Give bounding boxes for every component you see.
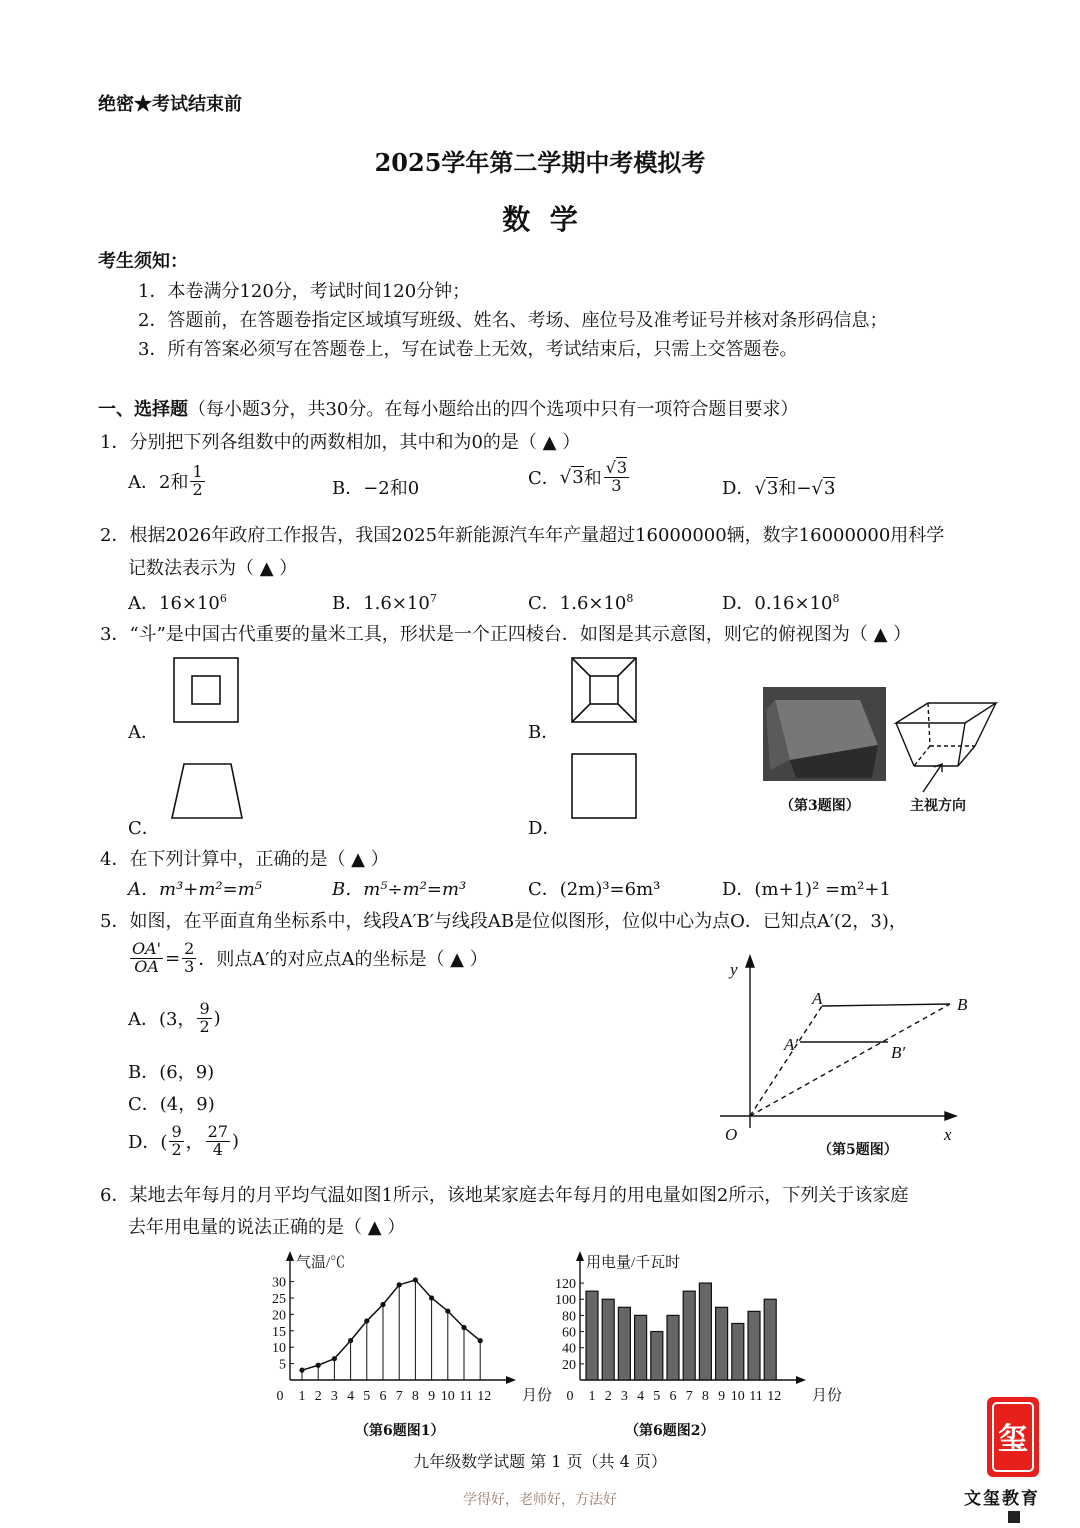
sqrt-icon: √ (605, 458, 616, 477)
x-tick-label: 2 (604, 1389, 612, 1404)
ray-OA (750, 1006, 822, 1116)
q1-d-he: 和− (778, 478, 812, 499)
q6-caption2: （第6题图2） (625, 1423, 715, 1439)
frac-den: 2 (171, 1139, 182, 1159)
bar (602, 1299, 614, 1380)
frac-den: 2 (192, 479, 203, 499)
x-tick-label: 11 (459, 1389, 473, 1404)
q3-option-b: B． (528, 722, 560, 743)
x-tick-label: 9 (718, 1389, 726, 1404)
x-label: x (944, 1125, 952, 1144)
frac-den: 4 (212, 1139, 223, 1159)
notice-heading: 考生须知： (98, 251, 188, 272)
point-A-label: A (812, 989, 823, 1008)
x-tick-label: 8 (411, 1389, 419, 1404)
x-tick-label: 0 (276, 1389, 284, 1404)
notice-item: 2．答题前，在答题卷指定区域填写班级、姓名、考场、座位号及准考证号并核对条形码信息； (138, 310, 888, 331)
data-point (445, 1308, 450, 1313)
x-tick-label: 8 (701, 1389, 709, 1404)
bar (635, 1315, 647, 1380)
ray-OB (750, 1004, 950, 1116)
data-point (397, 1282, 402, 1287)
bar (764, 1299, 776, 1380)
origin-label: O (725, 1125, 738, 1144)
q2-line1: 2．根据2026年政府工作报告，我国2025年新能源汽车年产量超过16000000辆，数字16000000用科学 (100, 525, 945, 546)
q4-option-a: A．m³+m²=m⁵ (128, 879, 263, 900)
q4-option-b: B．m⁵÷m²=m³ (332, 879, 467, 900)
radicand: 3 (616, 458, 628, 477)
brand-name: 文玺教育 (964, 1489, 1040, 1509)
frac-den: 3 (611, 475, 622, 495)
q5-d-close: ) (232, 1130, 240, 1152)
q1-stem: 1．分别把下列各组数中的两数相加，其中和为0的是（ ▲ ） (100, 432, 581, 453)
sqrt-icon: √ (811, 478, 823, 499)
data-point (316, 1363, 321, 1368)
q1-a-label: A．2和 (128, 472, 189, 494)
y-tick-label: 100 (555, 1293, 576, 1309)
subject-title: 数 学 (502, 203, 578, 236)
electricity-bar-chart (545, 1245, 843, 1410)
x-tick-label: 4 (637, 1389, 645, 1404)
point-A1-label: A′ (784, 1035, 799, 1054)
q2-line2: 记数法表示为（ ▲ ） (128, 558, 298, 579)
exponent: 6 (219, 592, 227, 605)
y-tick-label: 80 (562, 1309, 576, 1325)
bar (732, 1323, 744, 1380)
sqrt-icon: √ (754, 478, 766, 499)
exponent: 8 (832, 592, 840, 605)
y-axis-arrow-icon (746, 956, 754, 967)
q1-option-b: B．−2和0 (332, 478, 420, 499)
y-tick-label: 20 (272, 1308, 286, 1324)
bar (586, 1291, 598, 1380)
page-footer: 九年级数学试题 第 1 页（共 4 页） (413, 1452, 667, 1471)
q3-stem: 3．“斗”是中国古代重要的量米工具，形状是一个正四棱台．如图是其示意图，则它的俯视图为（ ▲ ） (100, 624, 912, 645)
square-icon (1008, 1511, 1020, 1523)
frac-den: 3 (184, 956, 195, 976)
y-axis-arrow-icon (286, 1251, 294, 1261)
q1-c-label: C． (528, 468, 560, 490)
q2-d: D．0.16×10 (722, 593, 833, 614)
bar (683, 1291, 695, 1380)
q5-d-label: D．( (128, 1132, 168, 1154)
frac-den: 2 (199, 1016, 210, 1036)
y-tick-label: 60 (562, 1325, 576, 1341)
slogan: 学得好，老师好，方法好 (463, 1492, 617, 1508)
x-tick-label: 1 (588, 1389, 596, 1404)
q5-line2-text: ．则点A′的对应点A的坐标是（ ▲ ） (198, 949, 488, 971)
q2-b: B．1.6×10 (332, 593, 430, 614)
frac-num: 2 (184, 939, 195, 958)
y-tick-label: 40 (562, 1341, 576, 1357)
radicand: 3 (766, 478, 779, 499)
exam-title: 2025学年第二学期中考模拟考 (374, 148, 706, 177)
data-point (299, 1368, 304, 1373)
q1-c-he: 和 (583, 468, 602, 490)
y-axis-label: 气温/℃ (296, 1255, 346, 1271)
q6-caption1: （第6题图1） (355, 1423, 445, 1439)
q3-caption: （第3题图） (780, 798, 860, 814)
bar (618, 1307, 630, 1380)
x-tick-label: 2 (314, 1389, 322, 1404)
exponent: 8 (626, 592, 634, 605)
frac-num: 1 (192, 462, 203, 481)
q1-d-label: D． (722, 478, 755, 499)
y-axis-arrow-icon (576, 1251, 584, 1261)
q2-c: C．1.6×10 (528, 593, 627, 614)
q5-option-c: C．(4，9) (128, 1094, 215, 1115)
y-tick-label: 15 (272, 1324, 286, 1340)
data-point (364, 1318, 369, 1323)
data-point (348, 1338, 353, 1343)
x-tick-label: 0 (566, 1389, 574, 1404)
q3-option-a: A． (128, 722, 159, 743)
q5-d-comma: ， (185, 1132, 204, 1154)
frac-num: 9 (199, 999, 210, 1018)
y-tick-label: 10 (272, 1341, 286, 1357)
y-axis-label: 用电量/千瓦时 (586, 1255, 681, 1271)
y-tick-label: 30 (272, 1275, 286, 1291)
q4-stem: 4．在下列计算中，正确的是（ ▲ ） (100, 849, 389, 870)
x-tick-label: 9 (428, 1389, 436, 1404)
bar (716, 1307, 728, 1380)
q5-a-close: ) (213, 1007, 221, 1029)
data-point (332, 1356, 337, 1361)
y-tick-label: 120 (555, 1277, 576, 1293)
frac-num: 27 (207, 1122, 229, 1141)
frac-num: 9 (171, 1122, 182, 1141)
x-tick-label: 10 (730, 1389, 745, 1404)
secret-label: 绝密★考试结束前 (98, 94, 242, 115)
x-axis-label: 月份 (812, 1388, 843, 1404)
x-axis-label: 月份 (522, 1388, 553, 1404)
y-label: y (730, 960, 738, 979)
equals: = (165, 947, 181, 969)
x-axis-arrow-icon (796, 1376, 806, 1384)
y-tick-label: 5 (279, 1357, 286, 1373)
frac-num: OA' (132, 939, 162, 958)
seal-character: 玺 (998, 1422, 1028, 1457)
notice-item: 3．所有答案必须写在答题卷上，写在试卷上无效，考试结束后，只需上交答题卷。 (138, 339, 798, 360)
x-tick-label: 7 (395, 1389, 403, 1404)
q6-line2: 去年用电量的说法正确的是（ ▲ ） (128, 1217, 406, 1238)
sqrt-icon: √ (559, 466, 572, 488)
bar (748, 1311, 760, 1380)
q5-line1: 5．如图，在平面直角坐标系中，线段A′B′与线段AB是位似图形，位似中心为点O．已知点A′(2，3)， (100, 911, 907, 932)
y-tick-label: 20 (562, 1357, 576, 1373)
q5-a-label: A．(3， (128, 1009, 196, 1031)
x-tick-label: 12 (477, 1389, 492, 1404)
bar (651, 1332, 663, 1380)
section-title: 一、选择题 (98, 399, 188, 420)
x-tick-label: 1 (298, 1389, 306, 1404)
x-tick-label: 3 (330, 1389, 338, 1404)
q2-a: A．16×10 (128, 593, 220, 614)
radicand: 3 (823, 478, 836, 499)
temperature-series-line (302, 1280, 480, 1370)
data-point (429, 1295, 434, 1300)
section-desc: （每小题3分，共30分。在每小题给出的四个选项中只有一项符合题目要求） (188, 399, 799, 420)
q5-caption: （第5题图） (818, 1142, 898, 1158)
x-axis-arrow-icon (506, 1376, 516, 1384)
q5-option-b: B．(6，9) (128, 1062, 215, 1083)
x-tick-label: 4 (347, 1389, 355, 1404)
x-tick-label: 6 (669, 1389, 677, 1404)
segment-AB (822, 1004, 950, 1006)
x-tick-label: 5 (363, 1389, 371, 1404)
data-point (461, 1325, 466, 1330)
x-tick-label: 7 (685, 1389, 693, 1404)
q4-option-d: D．(m+1)² =m²+1 (722, 879, 891, 900)
point-B-label: B (957, 995, 968, 1014)
x-tick-label: 5 (653, 1389, 661, 1404)
q6-line1: 6．某地去年每月的月平均气温如图1所示，该地某家庭去年每月的用电量如图2所示，下列关于该家庭 (100, 1185, 909, 1206)
data-point (413, 1277, 418, 1282)
frac-den: OA (134, 956, 159, 976)
x-tick-label: 6 (379, 1389, 387, 1404)
notice-item: 1．本卷满分120分，考试时间120分钟； (138, 281, 471, 302)
x-tick-label: 11 (749, 1389, 763, 1404)
data-point (380, 1302, 385, 1307)
data-point (478, 1338, 483, 1343)
x-tick-label: 10 (440, 1389, 455, 1404)
point-B1-label: B′ (891, 1043, 906, 1062)
bar (667, 1315, 679, 1380)
seal-logo-icon (985, 1395, 1041, 1479)
exponent: 7 (429, 592, 437, 605)
y-tick-label: 25 (272, 1291, 286, 1307)
q3-option-c: C． (128, 818, 160, 839)
q4-option-c: C．(2m)³=6m³ (528, 879, 661, 900)
x-tick-label: 3 (620, 1389, 628, 1404)
x-tick-label: 12 (767, 1389, 782, 1404)
q3-option-d: D． (528, 818, 561, 839)
radicand: 3 (572, 467, 584, 489)
x-axis-arrow-icon (945, 1112, 956, 1120)
temperature-line-chart (255, 1245, 553, 1410)
q3-view-label: 主视方向 (910, 798, 966, 814)
bar (699, 1283, 711, 1380)
